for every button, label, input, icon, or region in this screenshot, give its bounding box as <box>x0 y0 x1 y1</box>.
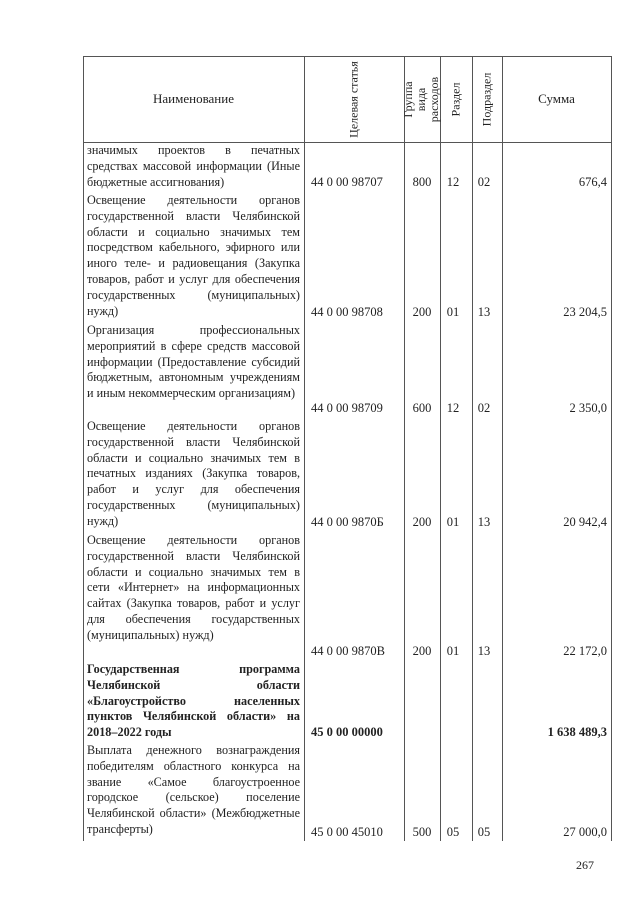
row-target: 44 0 00 98707 <box>311 175 383 189</box>
col-border-right <box>611 56 612 841</box>
row-section: 01 <box>446 515 460 529</box>
row-sum: 22 172,0 <box>563 644 607 658</box>
table-row <box>83 661 611 742</box>
row-sum: 1 638 489,3 <box>547 725 607 739</box>
row-name: Государственная программа Челябинской области «Благоустройство населенных пунктов Челябинской области» на 2018–2022 годы <box>87 662 300 740</box>
row-subsection: 13 <box>477 305 491 319</box>
row-subsection: 13 <box>477 644 491 658</box>
table-row <box>83 192 611 322</box>
row-name: значимых проектов в печатных средствах массовой информации (Иные бюджетные ассигнования) <box>87 143 300 189</box>
row-sum: 676,4 <box>578 175 607 189</box>
header-sum: Сумма <box>538 91 575 106</box>
row-target: 44 0 00 9870В <box>311 644 385 658</box>
row-target: 44 0 00 98709 <box>311 401 383 415</box>
table-row <box>83 418 611 532</box>
row-target: 45 0 00 00000 <box>311 725 383 739</box>
row-section: 01 <box>446 305 460 319</box>
row-name: Освещение деятельности органов государственной власти Челябинской области и социально значимых тем в сети «Интернет» на информационных сайтах (Закупка товаров, работ и услуг для обеспечения государственных (муниципальных) нужд) <box>87 533 300 642</box>
header-group: Группа вида расходов <box>401 76 442 122</box>
row-group: 800 <box>412 175 432 189</box>
row-sum: 27 000,0 <box>563 825 607 839</box>
row-target: 44 0 00 98708 <box>311 305 383 319</box>
row-subsection: 02 <box>477 175 491 189</box>
header-target: Целевая статья <box>346 60 361 138</box>
row-sum: 23 204,5 <box>563 305 607 319</box>
table-row <box>83 322 611 418</box>
row-name: Организация профессиональных мероприятий в сфере средств массовой информации (Предоставление субсидий бюджетным, автономным учреждениям и иным некоммерческим организациям) <box>87 323 300 401</box>
row-subsection: 02 <box>477 401 491 415</box>
header-name: Наименование <box>153 91 234 106</box>
row-section: 05 <box>446 825 460 839</box>
row-name: Освещение деятельности органов государственной власти Челябинской области и социально значимых тем посредством кабельного, эфирного или иного теле- и радиовещания (Закупка товаров, работ и услуг для обеспечения государственных (муниципальных) нужд) <box>87 193 300 318</box>
row-group: 200 <box>412 515 432 529</box>
row-subsection: 13 <box>477 515 491 529</box>
row-section: 12 <box>446 401 460 415</box>
row-name: Освещение деятельности органов государственной власти Челябинской области и социально значимых тем в печатных изданиях (Закупка товаров, работ и услуг для обеспечения государственных (муниципальных) нужд) <box>87 419 300 528</box>
row-sum: 2 350,0 <box>569 401 607 415</box>
header-section: Раздел <box>448 82 463 116</box>
row-target: 45 0 00 45010 <box>311 825 383 839</box>
row-group: 200 <box>412 644 432 658</box>
table-row <box>83 532 611 661</box>
row-group: 600 <box>412 401 432 415</box>
row-name: Выплата денежного вознаграждения победителям областного конкурса на звание «Самое благоустроенное городское (сельское) поселение Челябинской области» (Межбюджетные трансферты) <box>87 743 300 836</box>
row-subsection: 05 <box>477 825 491 839</box>
row-section: 12 <box>446 175 460 189</box>
row-target: 44 0 00 9870Б <box>311 515 384 529</box>
row-group: 500 <box>412 825 432 839</box>
row-sum: 20 942,4 <box>563 515 607 529</box>
row-group: 200 <box>412 305 432 319</box>
row-section: 01 <box>446 644 460 658</box>
table-row <box>83 742 611 842</box>
header-subsection: Подраздел <box>479 72 494 126</box>
table-row <box>83 142 611 192</box>
page-number: 267 <box>576 858 594 872</box>
